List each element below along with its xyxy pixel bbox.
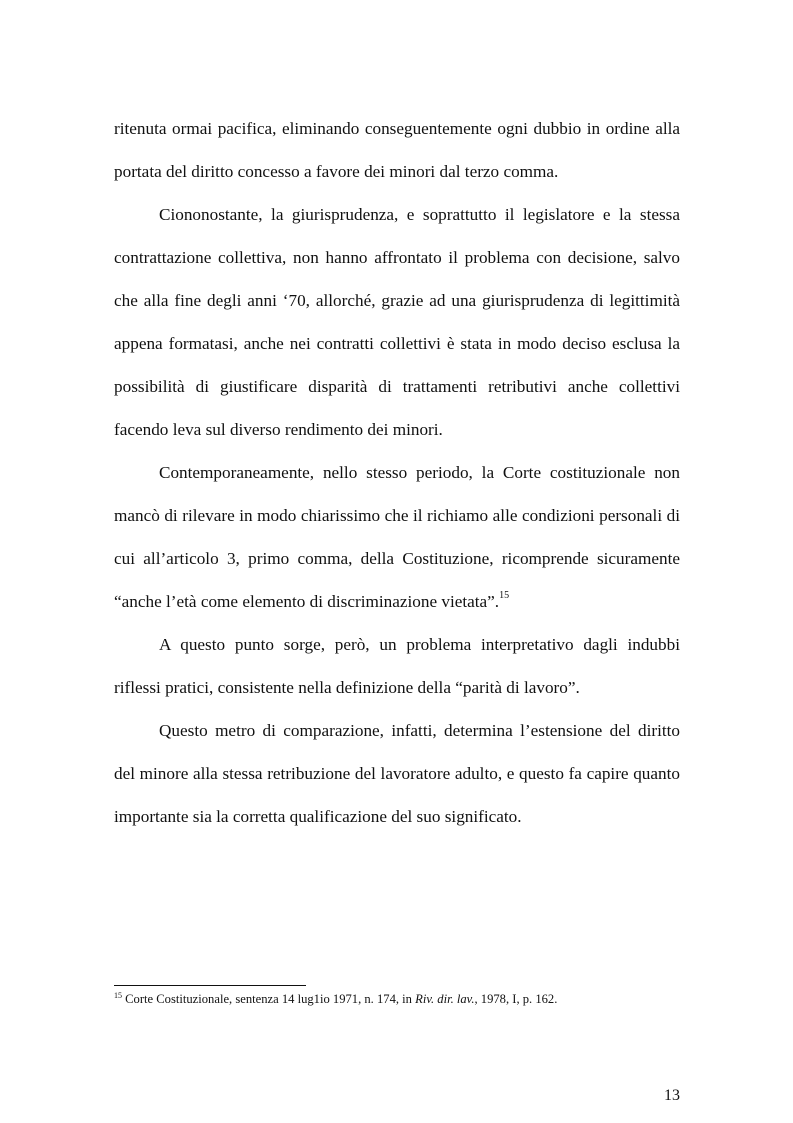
footnote-reference: 15 <box>499 590 510 601</box>
footnote-text-before: Corte Costituzionale, sentenza 14 lug1io 1971, n. 174, in <box>122 992 416 1006</box>
paragraph-2: Ciononostante, la giurisprudenza, e soprattutto il legislatore e la stessa contrattazione collettiva, non hanno affrontato il problema con decisione, salvo che alla fine degli anni ‘70, allorché, grazie ad una giurisprudenza di legittimità appena formatasi, anche nei contratti collettivi è stata in modo deciso esclusa la possibilità di giustificare disparità di trattamenti retributivi anche collettivi facendo leva sul diverso rendimento dei minori. <box>114 205 680 439</box>
paragraph-3 <box>114 451 680 623</box>
footnote <box>114 991 680 1008</box>
footnote-journal: Riv. dir. lav. <box>415 992 475 1006</box>
paragraph-4: A questo punto sorge, però, un problema interpretativo dagli indubbi riflessi pratici, consistente nella definizione della “parità di lavoro”. <box>114 635 680 697</box>
footnote-separator <box>114 985 306 986</box>
footnote-text-after: , 1978, I, p. 162. <box>474 992 558 1006</box>
paragraph-3-text: Contemporaneamente, nello stesso periodo, la Corte costituzionale non mancò di rilevare in modo chiarissimo che il richiamo alle condizioni personali di cui all’articolo 3, primo comma, della Costituzione, ricomprende sicuramente “anche l’età come elemento di discriminazione vietata”. <box>114 463 680 611</box>
page-number: 13 <box>664 1087 680 1104</box>
footnote-number: 15 <box>114 991 122 1000</box>
body-text <box>114 107 680 838</box>
paragraph-1: ritenuta ormai pacifica, eliminando conseguentemente ogni dubbio in ordine alla portata del diritto concesso a favore dei minori dal terzo comma. <box>114 119 680 181</box>
paragraph-5: Questo metro di comparazione, infatti, determina l’estensione del diritto del minore alla stessa retribuzione del lavoratore adulto, e questo fa capire quanto importante sia la corretta qualificazione del suo significato. <box>114 721 680 826</box>
